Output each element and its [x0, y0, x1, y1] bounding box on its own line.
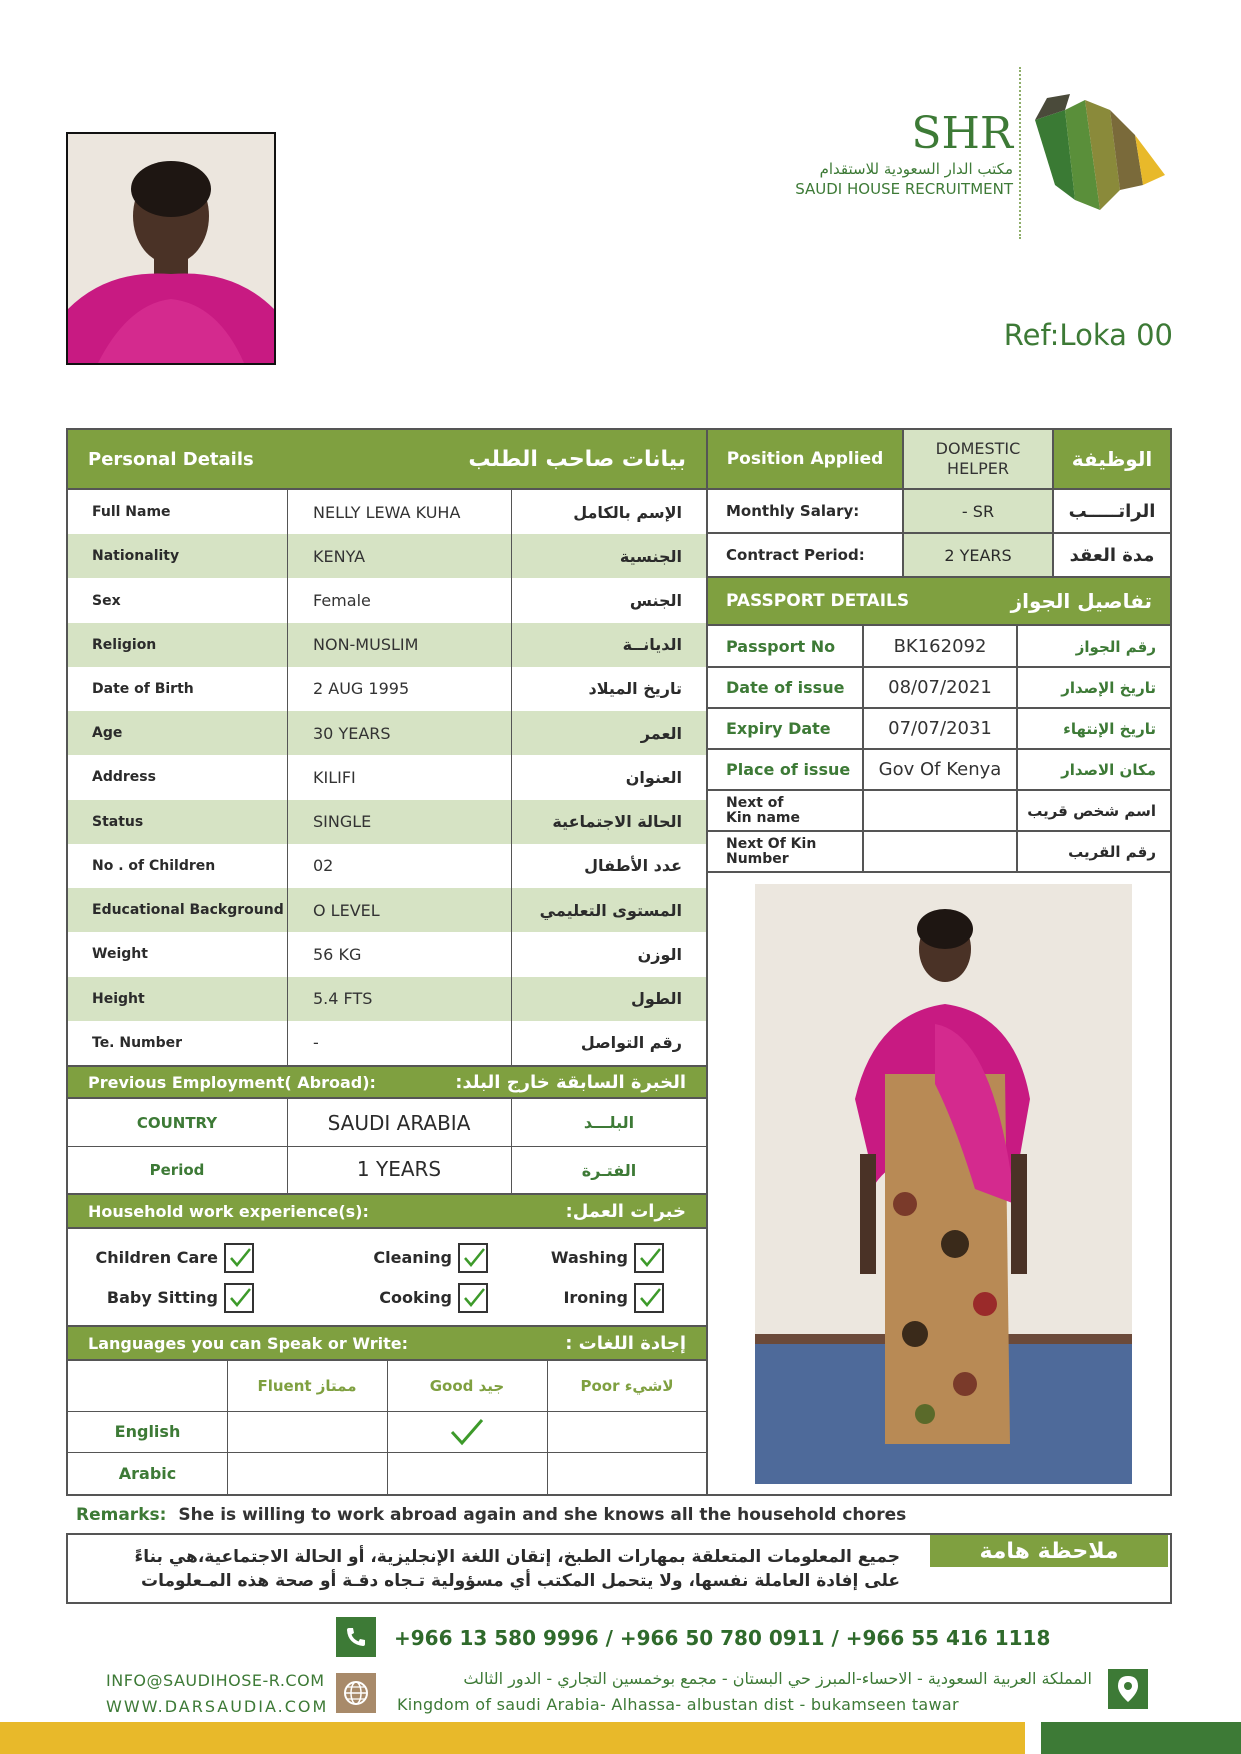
personal-row-value: 56 KG [313, 944, 362, 964]
previous-employment-header [68, 1065, 706, 1099]
col-divider [287, 490, 288, 1065]
skill-checkbox-checked [458, 1283, 488, 1313]
personal-details-title-ar: بيانات صاحب الطلب [468, 446, 686, 472]
personal-row-label: Height [92, 990, 145, 1007]
email-address[interactable]: INFO@SAUDIHOSE-R.COM [106, 1671, 325, 1690]
remarks-row [76, 1500, 1166, 1530]
period-label: Period [149, 1161, 205, 1179]
address-ar: المملكة العربية السعودية - الاحساء-المبرز حي البستان - مجمع بوخمسين التجاري - الدور الثالث [463, 1669, 1092, 1688]
personal-row [68, 534, 706, 578]
kin-name-label [708, 790, 862, 831]
personal-row-value: O LEVEL [313, 900, 380, 920]
personal-row-label: Te. Number [92, 1034, 183, 1051]
contract-period-label-ar: مدة العقد [1069, 544, 1155, 566]
previous-employment-title-ar: الخبرة السابقة خارج البلد: [455, 1071, 686, 1093]
passport-row-label: Expiry Date [726, 719, 831, 738]
personal-details-table [68, 490, 706, 1065]
position-applied-label: Position Applied [708, 430, 902, 488]
personal-row-label: Sex [92, 592, 121, 609]
period-value: 1 YEARS [356, 1157, 442, 1181]
passport-row-value: 07/07/2031 [888, 718, 992, 739]
passport-row-value: BK162092 [893, 636, 987, 657]
remarks-text: She is willing to work abroad again and she knows all the household chores [178, 1505, 907, 1525]
skill-checkbox-checked [458, 1243, 488, 1273]
personal-row-label: Status [92, 813, 144, 830]
personal-row-label-ar: المستوى التعليمي [539, 900, 682, 920]
personal-row [68, 711, 706, 755]
contract-period-label: Contract Period: [726, 546, 865, 564]
kin-name-label-ar: اسم شخص قريب [1027, 801, 1156, 820]
personal-row-label-ar: الطول [631, 989, 682, 1009]
personal-row [68, 977, 706, 1021]
passport-row-label-ar: تاريخ الإصدار [1061, 678, 1156, 697]
country-value: SAUDI ARABIA [327, 1110, 471, 1135]
household-skills [68, 1229, 706, 1325]
website-url[interactable]: WWW.DARSAUDIA.COM [106, 1697, 329, 1716]
passport-row-label: Place of issue [726, 760, 851, 779]
globe-icon [336, 1673, 376, 1713]
phone-numbers: +966 13 580 9996 / +966 50 780 0911 / +966 55 416 1118 [394, 1626, 1051, 1650]
logo-monogram: SHR [911, 108, 1013, 159]
passport-details-title-ar: تفاصيل الجواز [1010, 589, 1152, 613]
passport-row-label: Date of issue [726, 678, 845, 697]
company-name-ar: مكتب الدار السعودية للاستقدام [819, 160, 1013, 178]
personal-row [68, 800, 706, 844]
language-level-header: Poor لاشيء [580, 1377, 674, 1395]
personal-row-label-ar: الإسم بالكامل [573, 502, 682, 522]
skill-checkbox-checked [224, 1243, 254, 1273]
personal-row-label-ar: تاريخ الميلاد [588, 679, 682, 699]
skill-label: Ironing [563, 1287, 628, 1307]
col-divider [1016, 626, 1018, 872]
personal-row [68, 490, 706, 534]
notice-line-1: جميع المعلومات المتعلقة بمهارات الطبخ، إتقان اللغة الإنجليزية، أو الحالة الاجتماعية،هي بناءً [134, 1547, 900, 1567]
languages-table [68, 1361, 706, 1494]
kin-name-label-line-1: Next of [726, 794, 784, 811]
passport-row-value: 08/07/2021 [888, 677, 992, 698]
skill-checkbox-checked [224, 1283, 254, 1313]
personal-row [68, 844, 706, 888]
personal-row [68, 755, 706, 799]
passport-row-label: Passport No [726, 637, 836, 656]
location-pin-icon [1108, 1669, 1148, 1709]
company-name-en: SAUDI HOUSE RECRUITMENT [795, 180, 1013, 198]
previous-employment-title-en: Previous Employment( Abroad): [88, 1072, 376, 1092]
personal-row-label: Age [92, 725, 123, 742]
kin-name-label-line-2: Kin name [726, 809, 800, 826]
language-level-check-icon [449, 1417, 485, 1447]
personal-row-label-ar: الديانــة [622, 635, 682, 655]
language-level-header: Fluent ممتاز [257, 1377, 357, 1395]
saudi-map-logo-icon [1025, 90, 1175, 220]
personal-row-label: No . of Children [92, 857, 216, 874]
country-label: COUNTRY [136, 1113, 218, 1132]
remarks-label: Remarks: [76, 1505, 167, 1525]
personal-row [68, 888, 706, 932]
kin-number-label-line-2: Number [726, 850, 789, 867]
logo-divider [1019, 67, 1021, 239]
personal-row-label-ar: العمر [640, 723, 682, 743]
personal-row [68, 623, 706, 667]
personal-row-label: Full Name [92, 504, 171, 521]
personal-row-value: NON-MUSLIM [313, 635, 419, 655]
personal-row-label-ar: العنوان [625, 767, 682, 787]
language-name: English [114, 1422, 181, 1441]
position-applied-label-ar: الوظيفة [1054, 430, 1170, 488]
personal-row-label-ar: رقم التواصل [580, 1033, 682, 1053]
personal-row-label: Address [92, 769, 156, 786]
personal-row-value: KILIFI [313, 767, 356, 787]
important-notice-box [66, 1533, 1172, 1604]
row-divider [708, 871, 1170, 873]
phone-icon [336, 1617, 376, 1657]
kin-name-value [863, 790, 1017, 831]
personal-row-value: - [313, 1033, 319, 1053]
languages-title-en: Languages you can Speak or Write: [88, 1333, 408, 1353]
personal-row [68, 1021, 706, 1065]
kin-number-label-ar: رقم القريب [1068, 842, 1156, 861]
passport-row-value: Gov Of Kenya [878, 759, 1002, 780]
personal-row-value: KENYA [313, 546, 366, 566]
personal-row [68, 579, 706, 623]
language-name: Arabic [118, 1463, 177, 1483]
personal-row-value: 2 AUG 1995 [313, 679, 410, 699]
passport-row-label-ar: رقم الجواز [1075, 637, 1156, 656]
kin-number-value [863, 831, 1017, 872]
languages-header [68, 1325, 706, 1361]
personal-row-value: 30 YEARS [313, 723, 391, 743]
personal-details-header [68, 430, 706, 488]
applicant-full-body-photo [755, 884, 1132, 1484]
personal-row-value: Female [313, 591, 371, 611]
personal-row [68, 667, 706, 711]
period-label-ar: الفتـرة [581, 1160, 637, 1180]
personal-row [68, 932, 706, 976]
personal-row-label: Educational Background [92, 902, 284, 919]
passport-row-label-ar: تاريخ الإنتهاء [1063, 719, 1156, 738]
contract-period-value: 2 YEARS [904, 534, 1052, 576]
skill-label: Washing [550, 1247, 628, 1267]
skill-checkbox-checked [634, 1283, 664, 1313]
household-header [68, 1193, 706, 1229]
personal-row-label-ar: عدد الأطفال [584, 856, 682, 876]
personal-row-value: 5.4 FTS [313, 989, 373, 1009]
skill-label: Children Care [95, 1247, 218, 1267]
address-en: Kingdom of saudi Arabia- Alhassa- albustan dist - bukamseen tawar [397, 1695, 959, 1714]
personal-row-value: NELLY LEWA KUHA [313, 502, 461, 522]
personal-row-label: Date of Birth [92, 680, 194, 697]
position-applied-value: DOMESTIC HELPER [904, 430, 1052, 488]
col-divider [511, 490, 512, 1065]
personal-row-label-ar: الجنس [629, 591, 682, 611]
skill-checkbox-checked [634, 1243, 664, 1273]
notice-title: ملاحظة هامة [930, 1535, 1168, 1567]
previous-employment-table [68, 1099, 706, 1193]
skill-label: Cleaning [373, 1247, 452, 1267]
language-level-header: Good جيد [429, 1377, 505, 1395]
applicant-portrait-photo [66, 132, 276, 365]
footer-green-bar [1041, 1722, 1241, 1754]
personal-row-label: Weight [92, 946, 148, 963]
skill-label: Cooking [379, 1287, 452, 1307]
personal-row-value: 02 [313, 856, 334, 876]
languages-title-ar: إجادة اللغات : [565, 1332, 686, 1354]
passport-row-label-ar: مكان الاصدار [1061, 760, 1156, 779]
passport-details-title-en: PASSPORT DETAILS [726, 591, 910, 611]
passport-details-header [708, 578, 1170, 624]
personal-row-label-ar: الجنسية [619, 546, 682, 566]
passport-table [708, 626, 1170, 872]
household-title-en: Household work experience(s): [88, 1201, 369, 1221]
notice-line-2: على إفادة العاملة نفسها، ولا يتحمل المكتب أي مسؤولية تـجاه دقـة أو صحة هذه المـعلومات [140, 1571, 900, 1591]
skill-label: Baby Sitting [106, 1287, 218, 1307]
col-divider [862, 626, 864, 872]
monthly-salary-label: Monthly Salary: [726, 502, 860, 520]
personal-row-value: SINGLE [313, 812, 372, 832]
company-logo [795, 62, 1175, 242]
monthly-salary-label-ar: الراتـــــب [1068, 500, 1156, 522]
monthly-salary-value: - SR [904, 490, 1052, 532]
reference-number: Ref:Loka 00 [1003, 318, 1173, 352]
personal-row-label: Religion [92, 636, 157, 653]
personal-details-title-en: Personal Details [88, 448, 254, 470]
personal-row-label: Nationality [92, 548, 180, 565]
footer-yellow-bar [0, 1722, 1025, 1754]
country-label-ar: البلـــد [583, 1113, 635, 1132]
household-title-ar: خبرات العمل: [565, 1200, 686, 1222]
personal-row-label-ar: الحالة الاجتماعية [552, 812, 682, 832]
kin-number-label-line-1: Next Of Kin [726, 835, 817, 852]
kin-number-label [708, 831, 862, 872]
personal-row-label-ar: الوزن [637, 944, 682, 964]
